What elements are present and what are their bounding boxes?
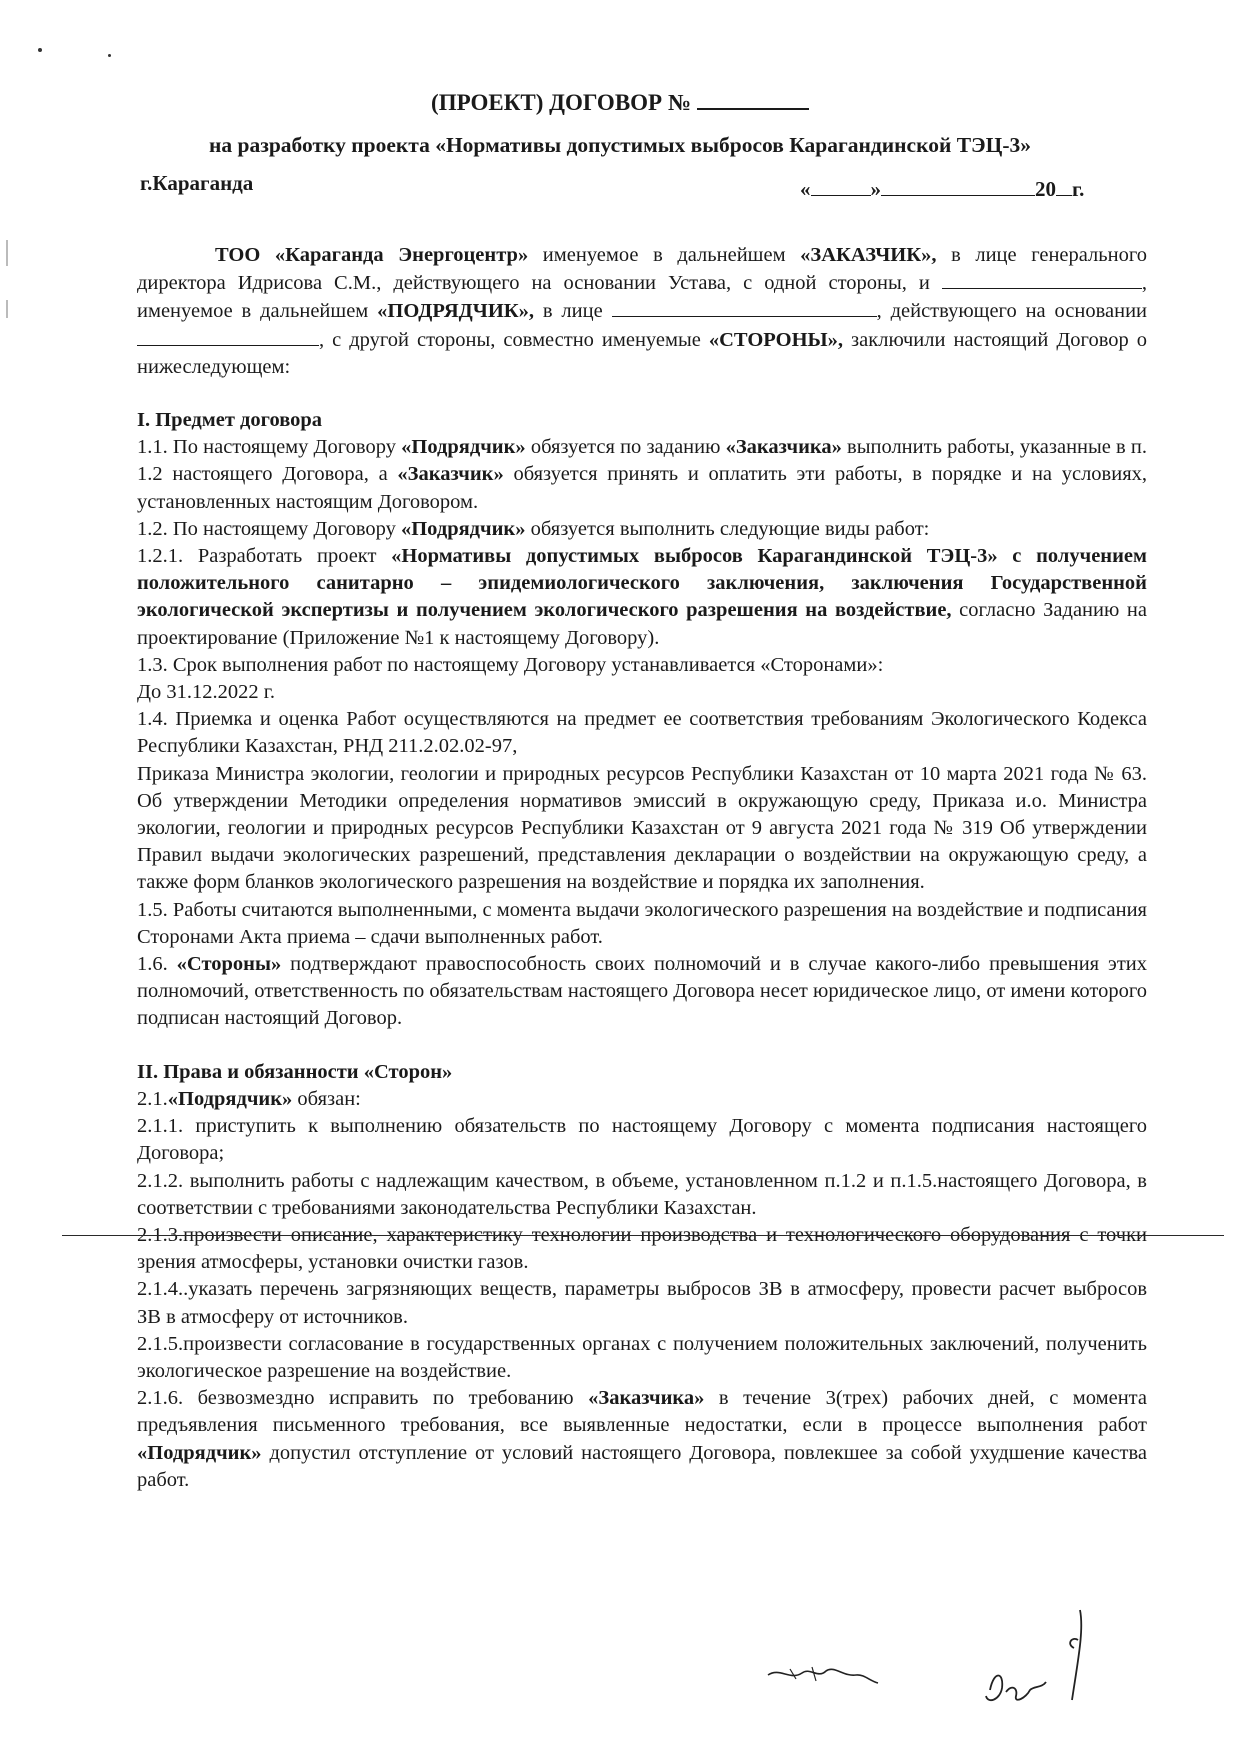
date-year: 20 xyxy=(1035,177,1056,201)
clause-2-1-3: 2.1.3.произвести описание, характеристику технологии производства и технологического оборудования с точки зрения атмосферы, установки очистки газов. xyxy=(137,1223,1147,1274)
signature-mark-1 xyxy=(760,1645,910,1695)
clause-2-1-4: 2.1.4..указать перечень загрязняющих веществ, параметры выбросов ЗВ в атмосферу, провести расчет выбросов ЗВ в атмосферу от источников. xyxy=(137,1278,1147,1328)
clause-1-5: 1.5. Работы считаются выполненными, с момента выдачи экологического разрешения на воздействие и подписания Сторонами Акта приема – сдачи выполненных работ. xyxy=(137,898,1147,948)
document-subtitle: на разработку проекта «Нормативы допустимых выбросов Карагандинской ТЭЦ-3» xyxy=(208,133,1032,157)
scan-edge-mark xyxy=(6,300,8,318)
year-blank xyxy=(1056,176,1072,196)
scan-speck xyxy=(108,54,111,57)
basis-blank xyxy=(137,326,319,346)
spacer xyxy=(137,381,1147,407)
title-text: (ПРОЕКТ) ДОГОВОР № xyxy=(431,90,691,115)
date-quote-open: « xyxy=(800,177,811,201)
document-title xyxy=(0,88,1240,116)
scan-speck xyxy=(38,48,42,52)
contractor-name-blank xyxy=(942,269,1142,289)
clause-1-4: 1.4. Приемка и оценка Работ осуществляются на предмет ее соответствия требованиям Экологического Кодекса Республики Казахстан, РНД 211.2.02.02-97, xyxy=(137,708,1147,758)
clause-2-1-2: 2.1.2. выполнить работы с надлежащим качеством, в объеме, установленном п.1.2 и п.1.5.настоящего Договора, в соответствии с требованиями законодательства Республики Казахстан. xyxy=(137,1169,1147,1219)
section-1-heading: I. Предмет договора xyxy=(137,409,323,432)
clause-1-1: 1.1. По настоящему Договору «Подрядчик» обязуется по заданию «Заказчика» выполнить работы, указанные в п. 1.2 настоящего Договора, а «Заказчик» обязуется принять и оплатить эти работы, в порядке и на условиях, установленных настоящим Договором. xyxy=(137,436,1148,513)
spacer xyxy=(137,1033,1147,1059)
clause-1-2-1: 1.2.1. Разработать проект «Нормативы допустимых выбросов Карагандинской ТЭЦ-3» с получением положительного санитарно – эпидемиологического заключения, заключения Государственной экологической экспертизы и получением экологического разрешения на воздействие, согласно Заданию на проектирование (Приложение №1 к настоящему Договору). xyxy=(137,545,1147,649)
clause-1-2: 1.2. По настоящему Договору «Подрядчик» обязуется выполнить следующие виды работ: xyxy=(137,517,930,540)
city: г.Караганда xyxy=(140,171,254,195)
date-line xyxy=(800,176,1084,203)
signature-mark-2 xyxy=(960,1600,1130,1720)
scan-edge-mark xyxy=(6,240,8,266)
representative-blank xyxy=(612,297,877,317)
day-blank xyxy=(811,176,871,196)
clause-1-3: 1.3. Срок выполнения работ по настоящему Договору устанавливается «Сторонами»: xyxy=(137,653,884,676)
scan-strike-line xyxy=(62,1235,1224,1236)
preamble: ТОО «Караганда Энергоцентр» именуемое в дальнейшем «ЗАКАЗЧИК», в лице генерального директора Идрисова С.М., действующего на основании Устава, с одной стороны, и , именуемое в дальнейшем «ПОДРЯДЧИК», в лице , действующего на основании , с другой стороны, совместно именуемые «СТОРОНЫ», заключили настоящий Договор о нижеследующем: xyxy=(137,244,1148,378)
clause-2-1: 2.1.«Подрядчик» обязан: xyxy=(137,1087,361,1110)
contract-number-blank xyxy=(697,88,809,110)
clause-2-1-5: 2.1.5.произвести согласование в государственных органах с получением положительных заключений, полученить экологическое разрешение на воздействие. xyxy=(137,1332,1147,1382)
section-2-heading: II. Права и обязанности «Сторон» xyxy=(137,1060,453,1083)
clause-2-1-1: 2.1.1. приступить к выполнению обязательств по настоящему Договору с момента подписания настоящего Договора; xyxy=(137,1115,1147,1165)
date-quote-close: » xyxy=(870,177,881,201)
clause-1-6: 1.6. «Стороны» подтверждают правоспособность своих полномочий и в случае какого-либо превышения этих полномочий, ответственность по обязательствам настоящего Договора несет юридическое лицо, от имени которого подписан настоящий Договор. xyxy=(137,953,1147,1030)
clause-1-3-date: До 31.12.2022 г. xyxy=(137,681,275,704)
clause-1-4-cont: Приказа Министра экологии, геологии и природных ресурсов Республики Казахстан от 10 марта 2021 года № 63. Об утверждении Методики определения нормативов эмиссий в окружающую среду, Приказа и.о. Министра экологии, геологии и природных ресурсов Республики Казахстан от 9 августа 2021 года № 319 Об утверждении Правил выдачи экологических разрешений, представления декларации о воздействии на окружающую среду, а также форм бланков экологического разрешения на воздействие и порядка их заполнения. xyxy=(137,762,1147,894)
date-suffix: г. xyxy=(1072,177,1085,201)
month-blank xyxy=(881,176,1035,196)
document-body xyxy=(137,242,1147,1494)
clause-2-1-6: 2.1.6. безвозмездно исправить по требованию «Заказчика» в течение 3(трех) рабочих дней, с момента предъявления письменного требования, все выявленные недостатки, если в процессе выполнения работ «Подрядчик» допустил отступление от условий настоящего Договора, повлекшее за собой ухудшение качества работ. xyxy=(137,1387,1147,1491)
